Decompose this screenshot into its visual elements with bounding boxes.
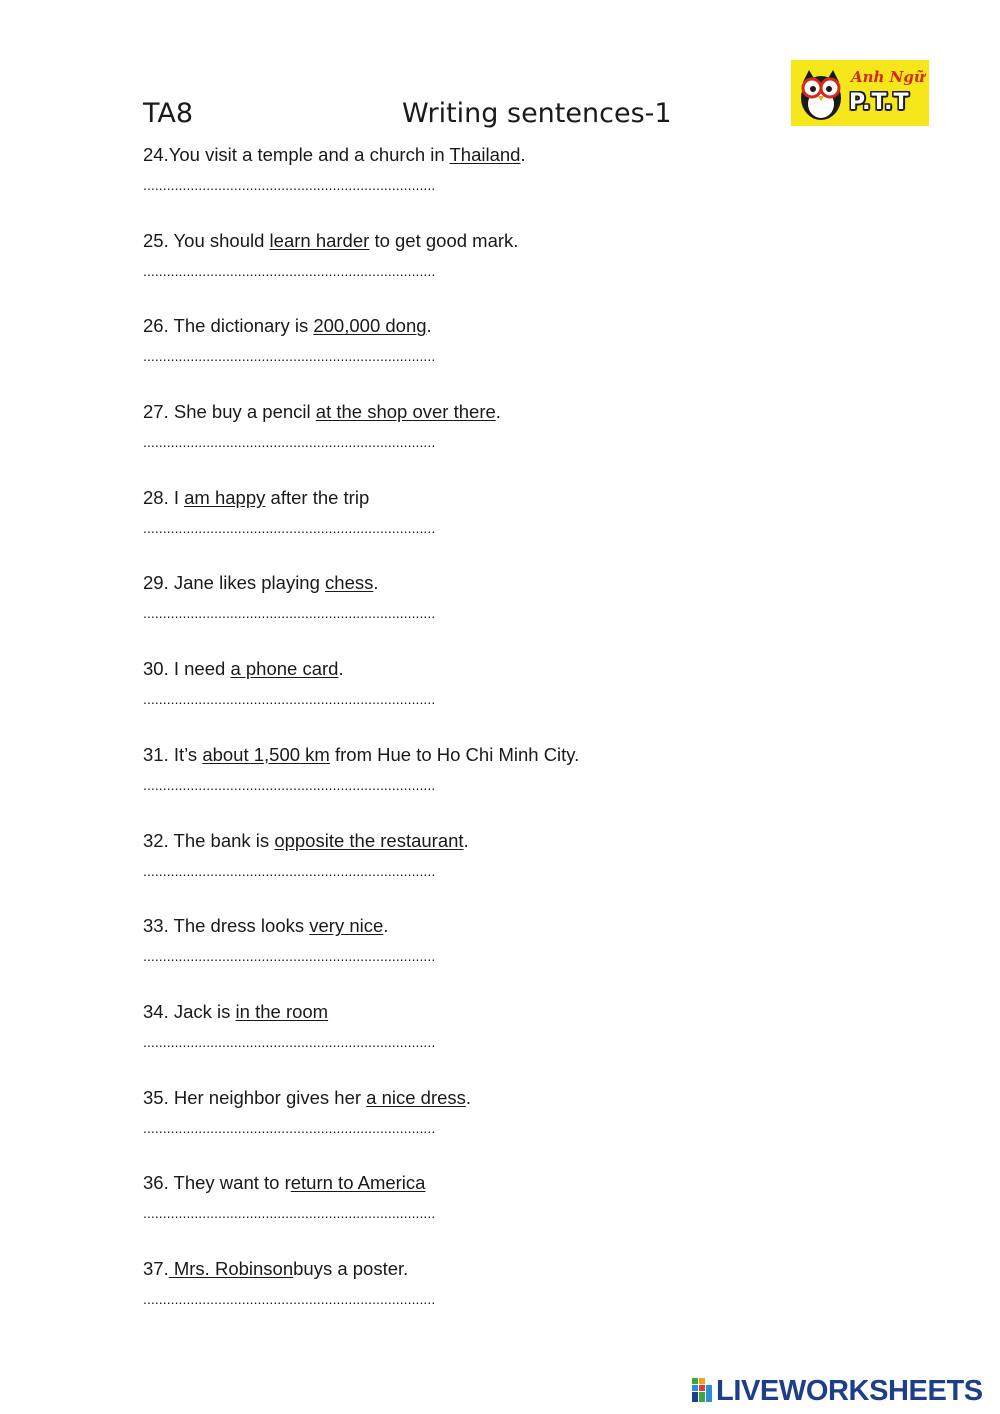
underlined-phrase: Mrs. Robinson: [168, 1257, 294, 1279]
underlined-phrase: am happy: [184, 486, 266, 508]
underlined-phrase: 200,000 dong: [313, 315, 427, 337]
question-text: 36. They want to return to America: [143, 1172, 426, 1194]
question-item: [143, 744, 923, 830]
underlined-phrase: Thailand: [449, 144, 521, 165]
answer-line[interactable]: ..........................................................................: [143, 606, 436, 621]
worksheet-header: [143, 98, 743, 138]
question-text: 25. You should learn harder to get good mark.: [143, 229, 519, 251]
question-text: 34. Jack is in the room: [143, 1000, 329, 1022]
question-text: 35. Her neighbor gives her a nice dress.: [143, 1086, 472, 1108]
question-item: [143, 658, 923, 744]
worksheet-title: Writing sentences-1: [402, 98, 672, 129]
question-text: 32. The bank is opposite the restaurant.: [143, 829, 469, 851]
answer-line[interactable]: ..........................................................................: [143, 520, 436, 535]
question-item: [143, 1172, 923, 1258]
underlined-phrase: eturn to America: [290, 1172, 426, 1194]
answer-line[interactable]: ..........................................................................: [143, 178, 436, 192]
question-list: [143, 144, 923, 1344]
question-item: [143, 1087, 923, 1173]
answer-line[interactable]: ..........................................................................: [143, 1120, 436, 1135]
answer-line[interactable]: ..........................................................................: [143, 349, 436, 364]
answer-line[interactable]: ..........................................................................: [143, 863, 436, 878]
question-item: [143, 144, 923, 230]
answer-line[interactable]: ..........................................................................: [143, 435, 436, 450]
question-text: 30. I need a phone card.: [143, 658, 344, 680]
question-item: [143, 1258, 923, 1344]
question-text: 29. Jane likes playing chess.: [143, 572, 379, 594]
question-item: [143, 401, 923, 487]
answer-line[interactable]: ..........................................................................: [143, 1034, 436, 1049]
answer-line[interactable]: ..........................................................................: [143, 777, 436, 792]
logo-text-top: Anh Ngữ: [851, 68, 925, 86]
question-item: [143, 230, 923, 316]
question-text: 26. The dictionary is 200,000 dong.: [143, 315, 432, 337]
underlined-phrase: a phone card: [230, 658, 339, 680]
underlined-phrase: about 1,500 km: [202, 743, 330, 765]
question-item: [143, 572, 923, 658]
question-item: [143, 830, 923, 916]
answer-line[interactable]: ..........................................................................: [143, 1206, 436, 1221]
answer-line[interactable]: ..........................................................................: [143, 692, 436, 707]
question-text: 28. I am happy after the trip: [143, 486, 370, 508]
liveworksheets-brand: LIVEWORKSHEETS: [716, 1375, 983, 1407]
underlined-phrase: a nice dress: [366, 1086, 466, 1108]
question-text: 37. Mrs. Robinsonbuys a poster.: [143, 1257, 409, 1279]
question-text: 33. The dress looks very nice.: [143, 915, 389, 937]
logo-text-bottom: P.T.T: [849, 90, 910, 115]
course-code: TA8: [143, 98, 194, 129]
underlined-phrase: opposite the restaurant: [274, 829, 464, 851]
question-item: [143, 315, 923, 401]
question-text: 27. She buy a pencil at the shop over there.: [143, 401, 501, 423]
question-text: 24.You visit a temple and a church in Thailand.: [143, 144, 526, 165]
underlined-phrase: very nice: [309, 915, 384, 937]
question-item: [143, 487, 923, 573]
question-text: 31. It’s about 1,500 km from Hue to Ho Chi Minh City.: [143, 743, 580, 765]
school-logo: [791, 60, 929, 126]
answer-line[interactable]: ..........................................................................: [143, 1291, 436, 1306]
liveworksheets-logo-icon: [692, 1378, 714, 1402]
underlined-phrase: in the room: [235, 1000, 329, 1022]
question-item: [143, 915, 923, 1001]
liveworksheets-footer: [692, 1376, 992, 1406]
underlined-phrase: chess: [325, 572, 374, 594]
answer-line[interactable]: ..........................................................................: [143, 263, 436, 278]
underlined-phrase: learn harder: [269, 229, 370, 251]
underlined-phrase: at the shop over there: [315, 401, 496, 423]
question-item: [143, 1001, 923, 1087]
answer-line[interactable]: ..........................................................................: [143, 949, 436, 964]
owl-icon: [797, 64, 845, 122]
